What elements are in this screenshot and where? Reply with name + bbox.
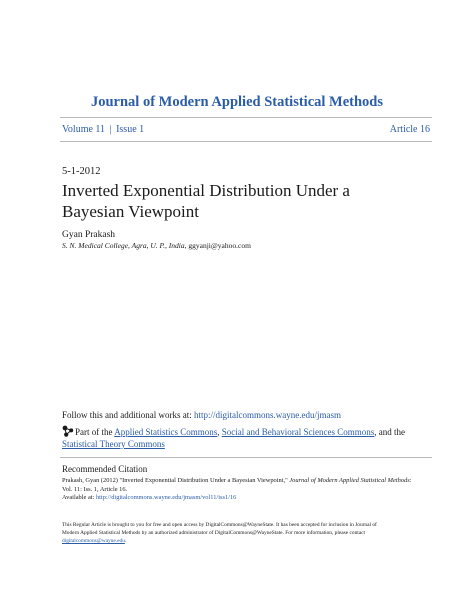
footer-notice — [62, 521, 432, 545]
recommended-citation-heading: Recommended Citation — [62, 464, 148, 474]
footer-end: . — [124, 538, 127, 544]
follow-line — [62, 410, 341, 420]
footer-line-2: Modern Applied Statistical Methods by an authorized administrator of DigitalCommons@WayneState. For more information, please contact — [62, 530, 366, 536]
available-at-label: Available at: — [62, 494, 96, 502]
social-behavioral-sciences-commons-link[interactable]: Social and Behavioral Sciences Commons — [221, 427, 375, 437]
issue-row — [62, 124, 430, 135]
citation-url-link[interactable]: http://digitalcommons.wayne.edu/jmasm/vol11/iss1/16 — [95, 494, 237, 502]
and-the-text: , and the — [374, 427, 405, 437]
author-email: , ggyanji@yahoo.com — [184, 241, 251, 250]
repository-link[interactable]: http://digitalcommons.wayne.edu/jmasm — [194, 410, 341, 420]
volume-link[interactable]: Volume 11 — [62, 124, 106, 135]
article-number-link[interactable]: Article 16 — [389, 124, 430, 135]
footer-line-3 — [62, 537, 432, 545]
comma-separator: , — [217, 427, 222, 437]
statistical-theory-commons-link[interactable]: Statistical Theory Commons — [62, 439, 165, 449]
affiliation-institution: S. N. Medical College, Agra, U. P., India — [62, 241, 185, 250]
applied-statistics-commons-link[interactable]: Applied Statistics Commons — [114, 427, 218, 437]
citation-text — [62, 477, 432, 503]
citation-colon: : — [409, 477, 412, 484]
publication-date: 5-1-2012 — [62, 166, 101, 177]
citation-divider — [60, 457, 432, 458]
issue-link[interactable]: Issue 1 — [116, 124, 145, 135]
part-of-line — [62, 425, 432, 450]
citation-author-title: Prakash, Gyan (2012) "Inverted Exponential Distribution Under a Bayesian Viewpoint," — [62, 477, 290, 484]
top-divider — [60, 117, 432, 118]
article-title-line-1: Inverted Exponential Distribution Under a — [62, 181, 350, 200]
follow-label: Follow this and additional works at: — [62, 410, 194, 420]
citation-line-1 — [62, 477, 432, 486]
footer-line-1: This Regular Article is brought to you for free and open access by DigitalCommons@WayneState. It has been accepted for inclusion in Journal of — [62, 522, 377, 528]
journal-title[interactable]: Journal of Modern Applied Statistical Methods — [90, 94, 384, 110]
article-title-line-2: Bayesian Viewpoint — [62, 202, 200, 221]
citation-journal: Journal of Modern Applied Statistical Methods — [289, 477, 410, 484]
bottom-divider — [60, 141, 432, 142]
author-name: Gyan Prakash — [62, 230, 116, 240]
citation-line-2: Vol. 11: Iss. 1, Article 16. — [62, 485, 128, 493]
part-of-prefix: Part of the — [75, 427, 115, 437]
network-icon — [62, 425, 74, 437]
contact-email-link[interactable]: digitalcommons@wayne.edu — [62, 538, 125, 544]
article-title — [62, 180, 422, 222]
issue-separator: | — [109, 124, 112, 135]
author-affiliation — [62, 241, 251, 250]
citation-line-3 — [62, 494, 432, 503]
